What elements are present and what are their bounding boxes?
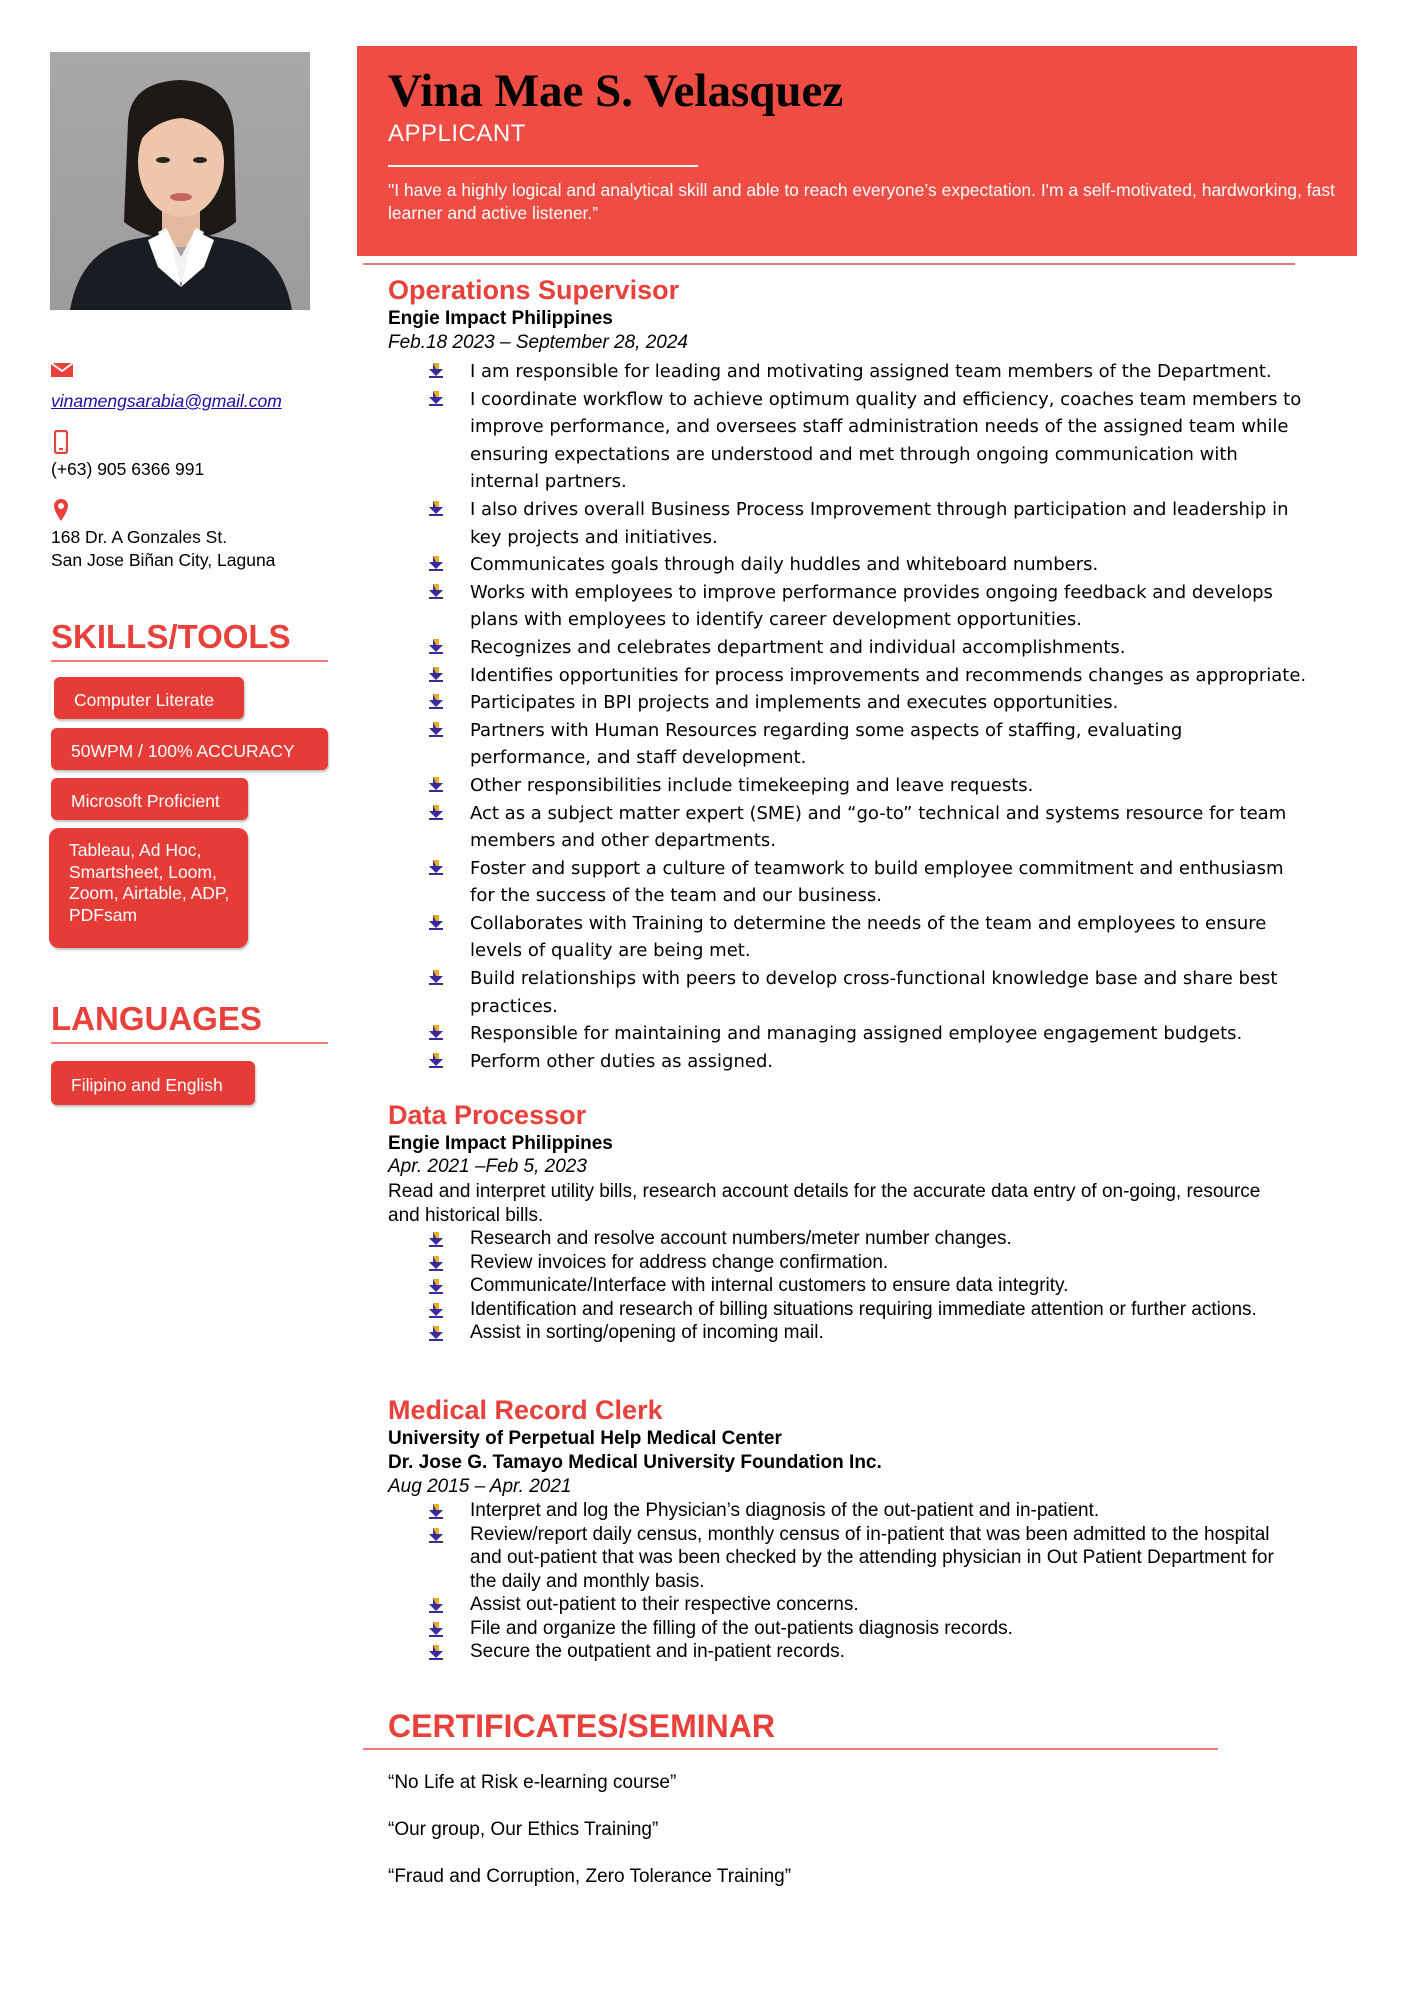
job-dates: Feb.18 2023 – September 28, 2024 xyxy=(388,332,689,353)
address-line-2: San Jose Biñan City, Laguna xyxy=(51,550,276,570)
certificate-item: “Our group, Our Ethics Training” xyxy=(388,1819,659,1840)
responsibility-text: Build relationships with peers to develop cross-functional knowledge base and share best practices. xyxy=(470,968,1278,1017)
responsibility-item xyxy=(428,1274,1298,1298)
responsibility-list xyxy=(428,358,1308,1075)
certificates-heading: CERTIFICATES/SEMINAR xyxy=(388,1708,775,1744)
responsibility-text: Responsible for maintaining and managing assigned employee engagement budgets. xyxy=(470,1023,1243,1045)
skill-label: Smartsheet, Loom, xyxy=(69,861,217,882)
portrait-image xyxy=(50,52,310,310)
responsibility-item xyxy=(428,1593,1298,1617)
job-summary: Read and interpret utility bills, research account details for the accurate data entry of on-going, resource and historical bills. xyxy=(388,1181,1261,1226)
responsibility-text: Assist out-patient to their respective concerns. xyxy=(470,1594,859,1615)
responsibility-text: File and organize the filling of the out-patients diagnosis records. xyxy=(470,1617,1013,1639)
skill-label: Zoom, Airtable, ADP, xyxy=(69,883,230,903)
skill-label: 50WPM / 100% ACCURACY xyxy=(71,741,295,761)
company-name-2: Dr. Jose G. Tamayo Medical University Foundation Inc. xyxy=(388,1452,882,1473)
responsibility-text: Review/report daily census, monthly census of in-patient that was been admitted to the hospital and out-patient that was been checked by the attending physician in Out Patient Department for the daily and monthly basis. xyxy=(470,1523,1274,1592)
job-title: Data Processor xyxy=(388,1100,587,1130)
responsibility-text: Identification and research of billing situations requiring immediate attention or further actions. xyxy=(470,1298,1257,1320)
responsibility-text: Act as a subject matter expert (SME) and “go-to” technical and systems resource for team members and other departments. xyxy=(470,802,1287,852)
responsibility-item xyxy=(428,1321,1298,1345)
responsibility-item xyxy=(428,579,1308,634)
certificate-item: “No Life at Risk e-learning course” xyxy=(388,1772,677,1793)
responsibility-item xyxy=(428,551,1308,579)
responsibility-text: Perform other duties as assigned. xyxy=(470,1050,774,1072)
responsibility-text: Identifies opportunities for process improvements and recommends changes as appropriate. xyxy=(470,664,1307,686)
responsibility-text: Communicates goals through daily huddles and whiteboard numbers. xyxy=(470,554,1099,576)
job-title: Medical Record Clerk xyxy=(388,1395,663,1425)
certificate-item: “Fraud and Corruption, Zero Tolerance Training” xyxy=(388,1866,792,1887)
address xyxy=(51,526,275,572)
responsibility-text: Communicate/Interface with internal customers to ensure data integrity. xyxy=(470,1275,1069,1296)
language-label: Filipino and English xyxy=(71,1075,223,1095)
responsibility-item xyxy=(428,1227,1298,1251)
responsibility-item xyxy=(428,1298,1298,1322)
phone-number: (+63) 905 6366 991 xyxy=(51,459,205,479)
company-name: Engie Impact Philippines xyxy=(388,308,613,329)
responsibility-item xyxy=(428,386,1308,496)
languages-heading: LANGUAGES xyxy=(51,1000,328,1044)
skill-pill xyxy=(51,728,328,770)
responsibility-item xyxy=(428,1523,1298,1594)
skill-label: Tableau, Ad Hoc, xyxy=(69,840,202,860)
skill-label: Computer Literate xyxy=(74,690,215,710)
skill-label: Microsoft Proficient xyxy=(71,791,220,811)
email-link[interactable] xyxy=(51,390,282,413)
responsibility-text: Assist in sorting/opening of incoming mail. xyxy=(470,1322,824,1343)
responsibility-item xyxy=(428,772,1308,800)
mobile-phone-icon xyxy=(54,430,68,459)
responsibility-text: I am responsible for leading and motivating assigned team members of the Department. xyxy=(470,361,1272,382)
responsibility-item xyxy=(428,965,1308,1020)
skill-pill-tools xyxy=(49,828,248,948)
envelope-icon xyxy=(50,362,74,383)
company-name: Engie Impact Philippines xyxy=(388,1133,613,1154)
map-pin-icon xyxy=(53,498,69,527)
responsibility-item xyxy=(428,689,1308,717)
responsibility-item xyxy=(428,1640,1298,1664)
responsibility-item xyxy=(428,496,1308,551)
responsibility-list xyxy=(428,1227,1298,1345)
skill-pill xyxy=(54,677,244,719)
responsibility-text: Other responsibilities include timekeeping and leave requests. xyxy=(470,774,1034,796)
job-dates: Aug 2015 – Apr. 2021 xyxy=(388,1476,572,1497)
skill-label: PDFsam xyxy=(69,904,138,925)
language-pill xyxy=(51,1061,255,1105)
responsibility-item xyxy=(428,800,1308,855)
responsibility-text: Participates in BPI projects and implements and executes opportunities. xyxy=(470,692,1119,714)
responsibility-item xyxy=(428,358,1308,386)
responsibility-item xyxy=(428,1499,1298,1523)
responsibility-text: Review invoices for address change confirmation. xyxy=(470,1251,889,1273)
responsibility-text: Works with employees to improve performance provides ongoing feedback and develops plans with employees to identify career development opportunities. xyxy=(470,581,1273,631)
email-text[interactable]: vinamengsarabia@gmail.com xyxy=(51,391,282,411)
applicant-name: Vina Mae S. Velasquez xyxy=(388,65,844,117)
responsibility-item xyxy=(428,1048,1308,1076)
certificates-underline xyxy=(363,1748,1218,1750)
job-dates: Apr. 2021 –Feb 5, 2023 xyxy=(388,1156,587,1177)
header-underline xyxy=(363,263,1295,265)
responsibility-item xyxy=(428,634,1308,662)
responsibility-text: I coordinate workflow to achieve optimum quality and efficiency, coaches team members to improve performance, and oversees staff administration needs of the assigned team while ensuring expectations are understood and met through ongoing communication with internal partners. xyxy=(470,388,1302,493)
skills-heading: SKILLS/TOOLS xyxy=(51,618,328,662)
responsibility-item xyxy=(428,717,1308,772)
company-name: University of Perpetual Help Medical Center xyxy=(388,1428,782,1449)
responsibility-item xyxy=(428,1617,1298,1641)
responsibility-text: Research and resolve account numbers/meter number changes. xyxy=(470,1228,1012,1249)
responsibility-text: Interpret and log the Physician’s diagnosis of the out-patient and in-patient. xyxy=(470,1500,1100,1521)
applicant-role: APPLICANT xyxy=(388,120,526,147)
skill-pill xyxy=(51,778,248,820)
responsibility-item xyxy=(428,662,1308,690)
address-line-1: 168 Dr. A Gonzales St. xyxy=(51,527,228,547)
responsibility-text: Secure the outpatient and in-patient records. xyxy=(470,1641,845,1662)
responsibility-item xyxy=(428,1020,1308,1048)
responsibility-text: Collaborates with Training to determine the needs of the team and employees to ensure levels of quality are being met. xyxy=(470,912,1267,962)
responsibility-text: Partners with Human Resources regarding some aspects of staffing, evaluating performance, and staff development. xyxy=(470,719,1183,769)
profile-photo xyxy=(50,52,310,310)
responsibility-text: Recognizes and celebrates department and individual accomplishments. xyxy=(470,636,1126,658)
personal-statement: "I have a highly logical and analytical skill and able to reach everyone’s expectation. I'm a self-motivated, hardworking, fast learner and active listener.” xyxy=(388,180,1335,223)
responsibility-text: I also drives overall Business Process Improvement through participation and leadership in key projects and initiatives. xyxy=(470,498,1289,548)
responsibility-list xyxy=(428,1499,1298,1664)
job-title: Operations Supervisor xyxy=(388,275,680,305)
responsibility-item xyxy=(428,855,1308,910)
responsibility-text: Foster and support a culture of teamwork to build employee commitment and enthusiasm for the success of the team and our business. xyxy=(470,857,1284,907)
responsibility-item xyxy=(428,1251,1298,1275)
responsibility-item xyxy=(428,910,1308,965)
banner-divider xyxy=(388,165,698,167)
